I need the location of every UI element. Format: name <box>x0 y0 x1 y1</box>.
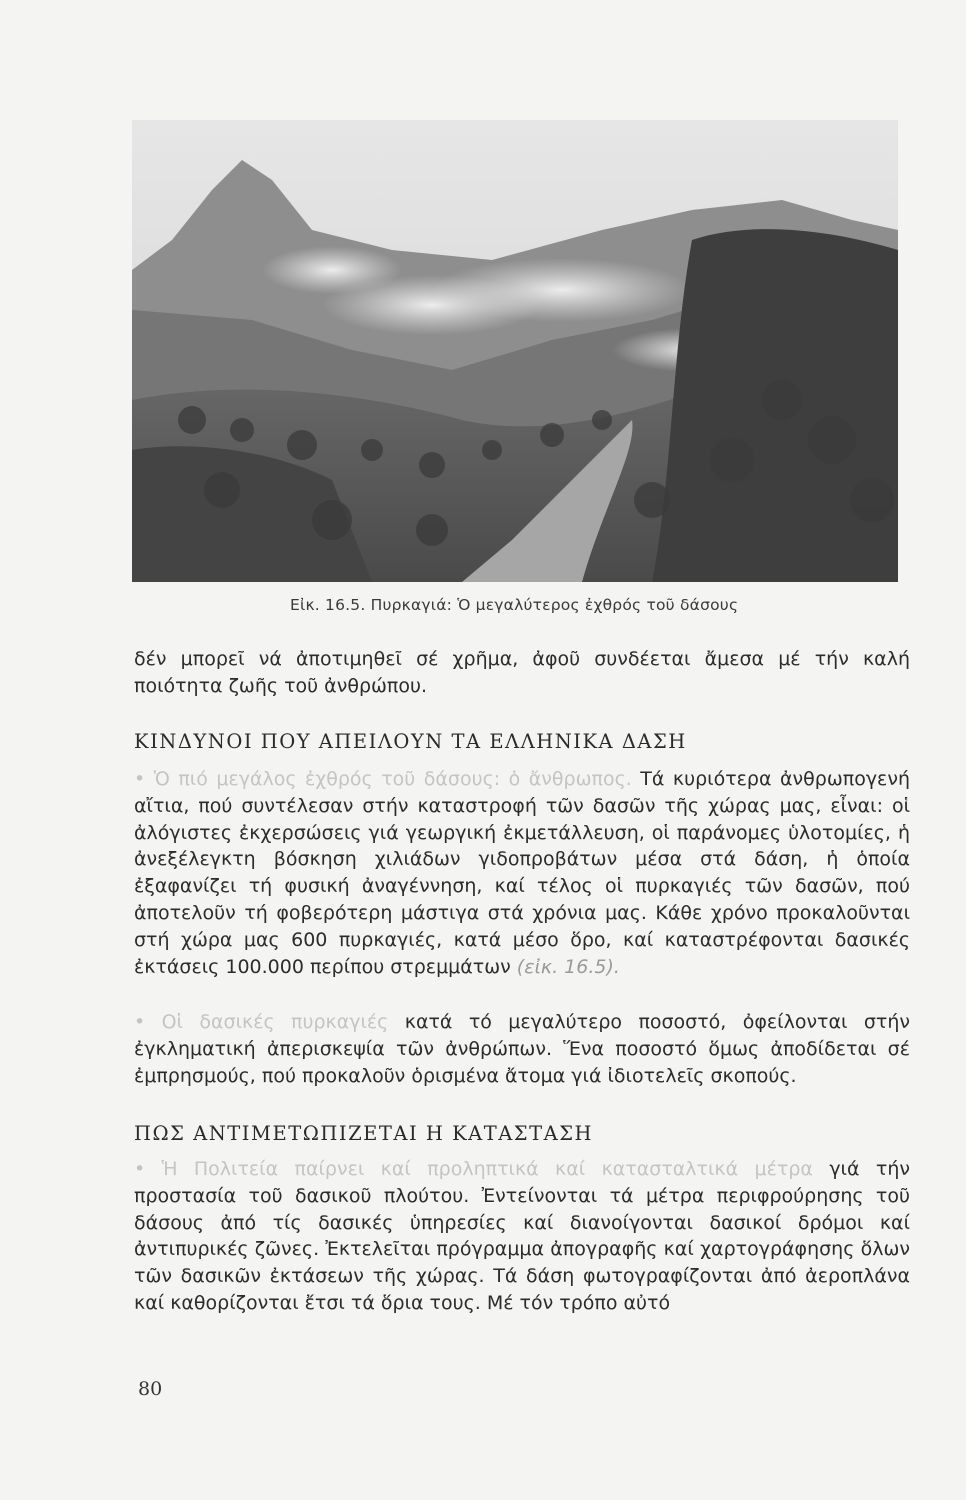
forest-fire-photo-illustration <box>132 120 898 582</box>
response-lead-phrase: • Ἡ Πολιτεία παίρνει καί προληπτικά καί κατασταλτικά μέτρα <box>134 1158 813 1180</box>
dangers-paragraph-2 <box>134 1009 910 1089</box>
fires-text: κατά τό μεγαλύτερο ποσοστό, ὀφείλονται στήν ἐγκληματική ἀπερισκεψία τῶν ἀνθρώπων. Ἕνα ποσοστό ὅμως ἀποδίδεται σέ ἐμπρησμούς, πού προκαλοῦν ὁρισμένα ἄτομα γιά ἰδιοτελεῖς σκοπούς. <box>134 1011 910 1087</box>
figure-caption: Εἰκ. 16.5. Πυρκαγιά: Ὁ μεγαλύτερος ἐχθρός τοῦ δάσους <box>290 596 739 614</box>
response-text: γιά τήν προστασία τοῦ δασικοῦ πλούτου. Ἐντείνονται τά μέτρα περιφρούρησης τοῦ δάσους ἀπό τίς δασικές ὑπηρεσίες καί διανοίγονται δασικοί δρόμοι καί ἀντιπυρικές ζῶνες. Ἐκτελεῖται πρόγραμμα ἀπογραφῆς καί χαρτογράφησης ὅλων τῶν δασικῶν ἐκτάσεων τῆς χώρας. Τά δάση φωτογραφίζονται ἀπό ἀεροπλάνα καί καθορίζονται ἔτσι τά ὅρια τους. Μέ τόν τρόπο αὐτό <box>134 1158 911 1314</box>
dangers-text: Τά κυριότερα ἀνθρωπογενή αἴτια, πού συντέλεσαν στήν καταστροφή τῶν δασῶν τῆς χώρας μας, εἶναι: οἱ ἀλόγιστες ἐκχερσώσεις γιά γεωργική ἐκμετάλλευση, οἱ παράνομες ὑλοτομίες, ἡ ἀνεξέλεγκτη βόσκηση χιλιάδων γιδοπροβάτων μέσα στά δάση, ἡ ὁποία ἐξαφανίζει τή φυσική ἀναγέννηση, καί τέλος οἱ πυρκαγιές τῶν δασῶν, πού ἀποτελοῦν τή φοβερότερη μάστιγα στά χρόνια μας. Κάθε χρόνο προκαλοῦνται στή χώρα μας 600 πυρκαγιές, κατά μέσο ὅρο, καί καταστρέφονται δασικές ἐκτάσεις 100.000 περίπου στρεμμάτων <box>134 768 910 978</box>
intro-paragraph <box>134 646 910 700</box>
response-paragraph <box>134 1156 910 1317</box>
dangers-lead-phrase: • Ὁ πιό μεγάλος ἐχθρός τοῦ δάσους: ὁ ἄνθρωπος. <box>134 768 632 790</box>
page-number: 80 <box>138 1378 163 1400</box>
section-heading-dangers: ΚΙΝΔΥΝΟΙ ΠΟΥ ΑΠΕΙΛΟΥΝ ΤΑ ΕΛΛΗΝΙΚΑ ΔΑΣΗ <box>134 730 687 753</box>
intro-text: δέν μπορεῖ νά ἀποτιμηθεῖ σέ χρῆμα, ἀφοῦ συνδέεται ἄμεσα μέ τήν καλή ποιότητα ζωῆς τοῦ ἀνθρώπου. <box>134 648 910 697</box>
section-heading-response: ΠΩΣ ΑΝΤΙΜΕΤΩΠΙΖΕΤΑΙ Η ΚΑΤΑΣΤΑΣΗ <box>134 1122 593 1145</box>
forest-fire-photo <box>132 120 898 582</box>
fires-lead-phrase: • Οἱ δασικές πυρκαγιές <box>134 1011 389 1033</box>
dangers-paragraph-1 <box>134 766 910 980</box>
figure-reference: (εἰκ. 16.5). <box>516 955 620 978</box>
